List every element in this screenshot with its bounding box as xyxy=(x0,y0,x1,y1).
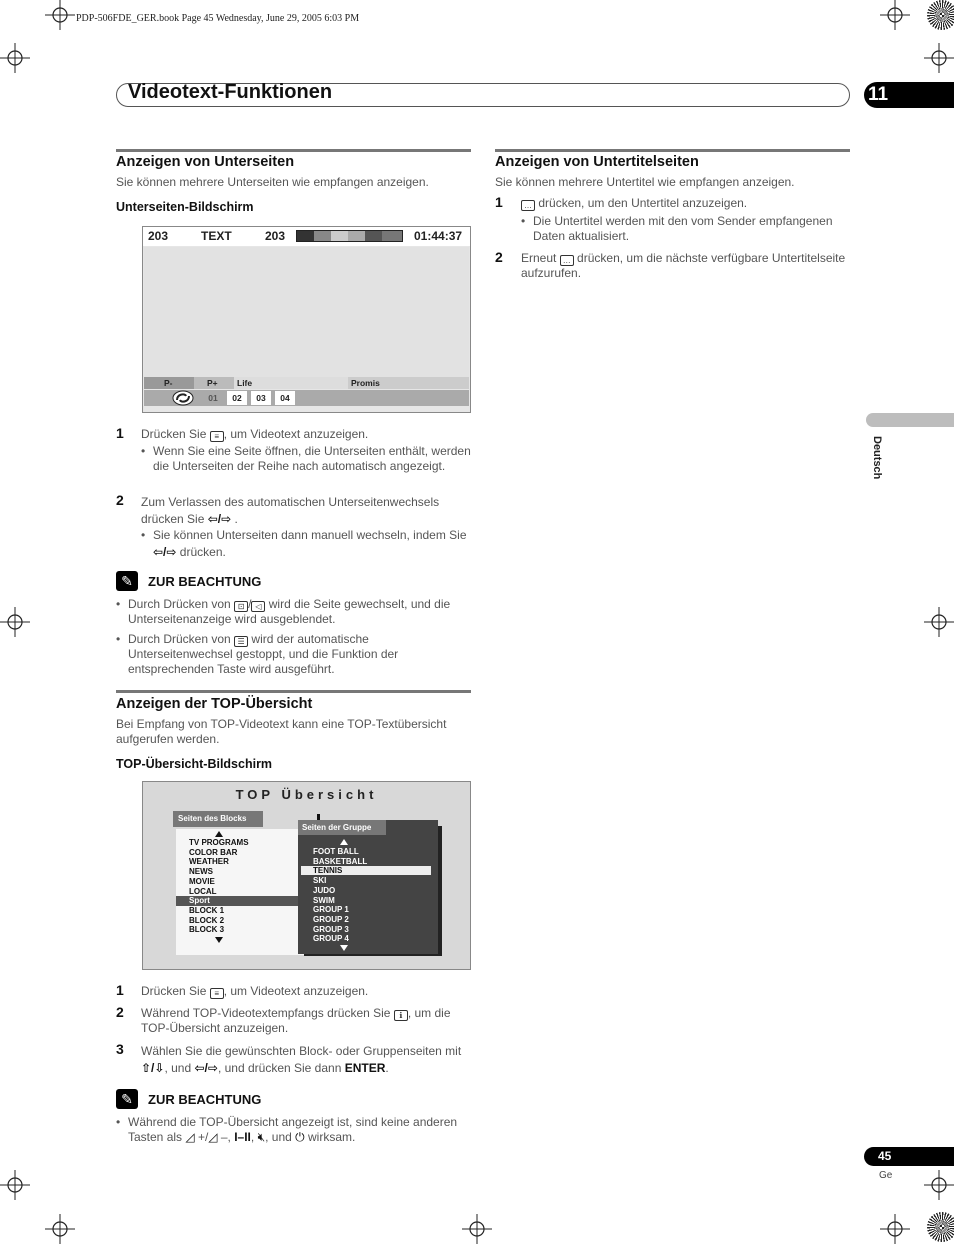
teletext-status-bar xyxy=(143,227,470,246)
step-text: Wählen Sie die gewünschten Block- oder Gruppenseiten mit xyxy=(141,1044,462,1058)
left-right-arrows-icon: ⇦/⇨ xyxy=(153,545,177,559)
note-title: ZUR BEACHTUNG xyxy=(148,574,262,589)
color-bar xyxy=(296,230,403,242)
bullet-text: wird die Seite gewechselt, und die Unterseitenanzeige wird ausgeblendet. xyxy=(128,597,451,626)
note-bullet-2 xyxy=(116,632,471,676)
scroll-down-icon xyxy=(340,945,348,951)
block-item: BLOCK 3 xyxy=(189,925,225,935)
note-pencil-icon: ✎ xyxy=(116,1089,138,1109)
registration-mark-bottom-center xyxy=(462,1214,492,1244)
volume-up-icon: ◿ xyxy=(185,1130,195,1144)
group-item: FOOT BALL xyxy=(313,847,359,856)
step-number: 1 xyxy=(116,425,124,441)
step-text: drücken, um den Untertitel anzuzeigen. xyxy=(538,196,748,210)
registration-mark-right-lower xyxy=(924,1170,954,1200)
enter-key-label: ENTER xyxy=(344,1061,386,1075)
step-text: Zum Verlassen des automatischen Unterseitenwechsels drücken Sie xyxy=(141,495,440,526)
subpage-03: 03 xyxy=(251,391,271,405)
left-right-arrows-icon: ⇦/⇨ xyxy=(194,1061,218,1075)
section-rule xyxy=(495,149,850,152)
section-rule xyxy=(116,149,471,152)
subtitle-button-icon: … xyxy=(521,200,535,211)
step-number: 2 xyxy=(495,249,503,265)
step-1-text xyxy=(521,196,850,211)
bullet-text: drücken. xyxy=(179,545,226,559)
index-button-icon: ◁ xyxy=(251,601,265,612)
step-1-text xyxy=(141,427,471,442)
section-intro: Sie können mehrere Untertitel wie empfangen anzeigen. xyxy=(495,175,795,189)
reveal-button-icon: ⊡ xyxy=(234,601,248,612)
scroll-down-icon xyxy=(215,937,223,943)
section-intro: Bei Empfang von TOP-Videotext kann eine TOP-Textübersicht aufgerufen werden. xyxy=(116,717,447,746)
step-2-bullet xyxy=(141,527,471,561)
bullet-text: Durch Drücken von xyxy=(128,632,231,646)
group-item: GROUP 1 xyxy=(313,905,349,915)
group-item: SKI xyxy=(313,876,327,886)
teletext-button-icon: ≡ xyxy=(210,431,224,442)
step-text: drücken, um die nächste verfügbare Untertitelseite aufzurufen. xyxy=(521,251,846,280)
scroll-up-icon xyxy=(215,831,223,837)
step-1-bullet: • Die Untertitel werden mit den vom Sender empfangenen Daten aktualisiert. xyxy=(521,214,850,243)
group-item: BASKETBALL xyxy=(313,856,368,866)
group-item: GROUP 3 xyxy=(313,924,349,934)
registration-mark-bottom-left xyxy=(45,1214,75,1244)
page-language-code: Ge xyxy=(879,1170,893,1181)
hold-button-icon: ☰ xyxy=(234,636,248,647)
group-item: SWIM xyxy=(313,895,335,905)
teletext-content-area xyxy=(144,247,469,377)
power-icon: ⏻ xyxy=(295,1130,305,1144)
side-language-label: Deutsch xyxy=(871,436,883,480)
life-key: Life xyxy=(234,377,348,389)
color-rosette-top-right xyxy=(927,0,954,30)
section-rule xyxy=(116,690,471,693)
subpage-cycle-icon xyxy=(171,390,195,406)
step-2-text xyxy=(141,1006,471,1036)
bullet-text: Während die TOP-Übersicht angezeigt ist, sind keine anderen Tasten als xyxy=(128,1115,458,1144)
subpage-screen xyxy=(142,226,471,413)
registration-mark-bottom-right xyxy=(880,1214,910,1244)
screen-subtitle: Unterseiten-Bildschirm xyxy=(116,200,254,214)
p-plus-key: P+ xyxy=(194,377,234,389)
clock: 01:44:37 xyxy=(414,229,463,243)
step-number: 2 xyxy=(116,492,124,508)
teletext-button-icon: ≡ xyxy=(210,988,224,999)
step-number: 2 xyxy=(116,1004,124,1020)
step-text: Erneut xyxy=(521,251,557,265)
top-overview-title: TOP Übersicht xyxy=(235,787,378,802)
p-minus-key: P- xyxy=(144,377,194,389)
registration-mark-left-upper xyxy=(0,43,30,73)
side-language-tab xyxy=(866,413,954,427)
top-button-icon: ℹ xyxy=(394,1010,408,1021)
bullet-text: Sie können Unterseiten dann manuell wechseln, indem Sie xyxy=(153,528,467,542)
block-item: COLOR BAR xyxy=(189,847,238,857)
bullet-text: wird der automatische Unterseitenwechsel gestoppt, und die Funktion der entsprechenden Taste wird ausgeführt. xyxy=(128,632,399,676)
block-item: MOVIE xyxy=(189,876,215,886)
group-item: GROUP 2 xyxy=(313,914,349,924)
volume-down-icon: ◿ xyxy=(208,1130,218,1144)
subpage-02: 02 xyxy=(227,391,247,405)
block-item: LOCAL xyxy=(189,886,217,896)
subpage-04: 04 xyxy=(275,391,295,405)
step-text: Drücken Sie xyxy=(141,427,207,441)
mode-label: TEXT xyxy=(201,229,232,243)
step-text: . xyxy=(234,512,238,526)
step-number: 1 xyxy=(116,982,124,998)
step-2-text xyxy=(141,494,471,528)
step-text: , und drücken Sie dann xyxy=(217,1061,342,1075)
registration-mark-top-left xyxy=(45,0,75,30)
registration-mark-right-middle xyxy=(924,607,954,637)
file-info: PDP-506FDE_GER.book Page 45 Wednesday, June 29, 2005 6:03 PM xyxy=(76,13,360,24)
step-1-bullet: • Wenn Sie eine Seite öffnen, die Unterseiten enthält, werden die Unterseiten der Reihe nach automatisch angezeigt. xyxy=(141,444,471,473)
page-number-current: 203 xyxy=(265,229,286,243)
block-item: BLOCK 1 xyxy=(189,905,225,915)
audio-select-icon: I–II xyxy=(234,1130,251,1144)
page-number: 45 xyxy=(878,1149,892,1163)
step-text: , und xyxy=(164,1061,192,1075)
step-text: . xyxy=(385,1061,389,1075)
group-panel-header: Seiten der Gruppe xyxy=(298,820,386,835)
group-item: GROUP 4 xyxy=(313,934,349,944)
bullet-text: wirksam. xyxy=(308,1130,356,1144)
section-title-unterseiten: Anzeigen von Unterseiten xyxy=(116,154,295,170)
note-title: ZUR BEACHTUNG xyxy=(148,1092,262,1107)
up-down-arrows-icon: ⇧/⇩ xyxy=(141,1061,165,1075)
step-text: , um die TOP-Übersicht anzuzeigen. xyxy=(141,1006,451,1035)
page-number: 203 xyxy=(148,229,169,243)
step-number: 3 xyxy=(116,1041,124,1057)
step-2-text xyxy=(521,251,850,281)
bullet-text: Durch Drücken von xyxy=(128,597,231,611)
promis-key: Promis xyxy=(348,377,469,389)
group-item: JUDO xyxy=(313,885,336,895)
registration-mark-left-lower xyxy=(0,1170,30,1200)
step-3-text xyxy=(141,1043,471,1077)
section-title-top: Anzeigen der TOP-Übersicht xyxy=(116,696,313,712)
step-text: , um Videotext anzuzeigen. xyxy=(223,427,369,441)
left-right-arrows-icon: ⇦/⇨ xyxy=(207,512,232,526)
group-item-selected: TENNIS xyxy=(313,866,343,876)
registration-mark-right-upper xyxy=(924,43,954,73)
color-rosette-bottom-right xyxy=(927,1212,954,1242)
registration-mark-left-middle xyxy=(0,607,30,637)
note-bullet-1: • Durch Drücken von ⊡ / ◁ wird die Seite gewechselt, und die Unterseitenanzeige wird ausgeblendet. xyxy=(116,597,471,627)
step-text: , um Videotext anzuzeigen. xyxy=(223,984,369,998)
block-item: WEATHER xyxy=(189,857,229,867)
step-text: Während TOP-Videotextempfangs drücken Sie xyxy=(141,1006,391,1020)
block-item: NEWS xyxy=(189,867,213,877)
block-panel-header: Seiten des Blocks xyxy=(173,811,263,827)
mute-icon: 🔇︎ xyxy=(257,1130,266,1144)
step-number: 1 xyxy=(495,194,503,210)
note-pencil-icon: ✎ xyxy=(116,571,138,591)
block-item: BLOCK 2 xyxy=(189,915,225,925)
step-text: Drücken Sie xyxy=(141,984,207,998)
section-title-untertitel: Anzeigen von Untertitelseiten xyxy=(495,154,699,170)
note-bullet-1: • Während die TOP-Übersicht angezeigt ist, sind keine anderen Tasten als ◿ +/◿ –, I–II, 🔇︎, und ⏻ wirksam. xyxy=(116,1115,471,1145)
page-title: Videotext-Funktionen xyxy=(128,81,333,103)
registration-mark-top-right xyxy=(880,0,910,30)
block-item-selected: Sport xyxy=(189,896,210,906)
screen-subtitle: TOP-Übersicht-Bildschirm xyxy=(116,757,273,771)
chapter-number: 11 xyxy=(868,84,889,105)
section-intro: Sie können mehrere Unterseiten wie empfangen anzeigen. xyxy=(116,175,429,189)
top-overview-screen xyxy=(142,781,471,970)
subtitle-button-icon: … xyxy=(560,255,574,266)
subpage-01: 01 xyxy=(203,391,223,405)
scroll-up-icon xyxy=(340,839,348,845)
block-item: TV PROGRAMS xyxy=(189,838,249,847)
step-1-text xyxy=(141,984,471,999)
